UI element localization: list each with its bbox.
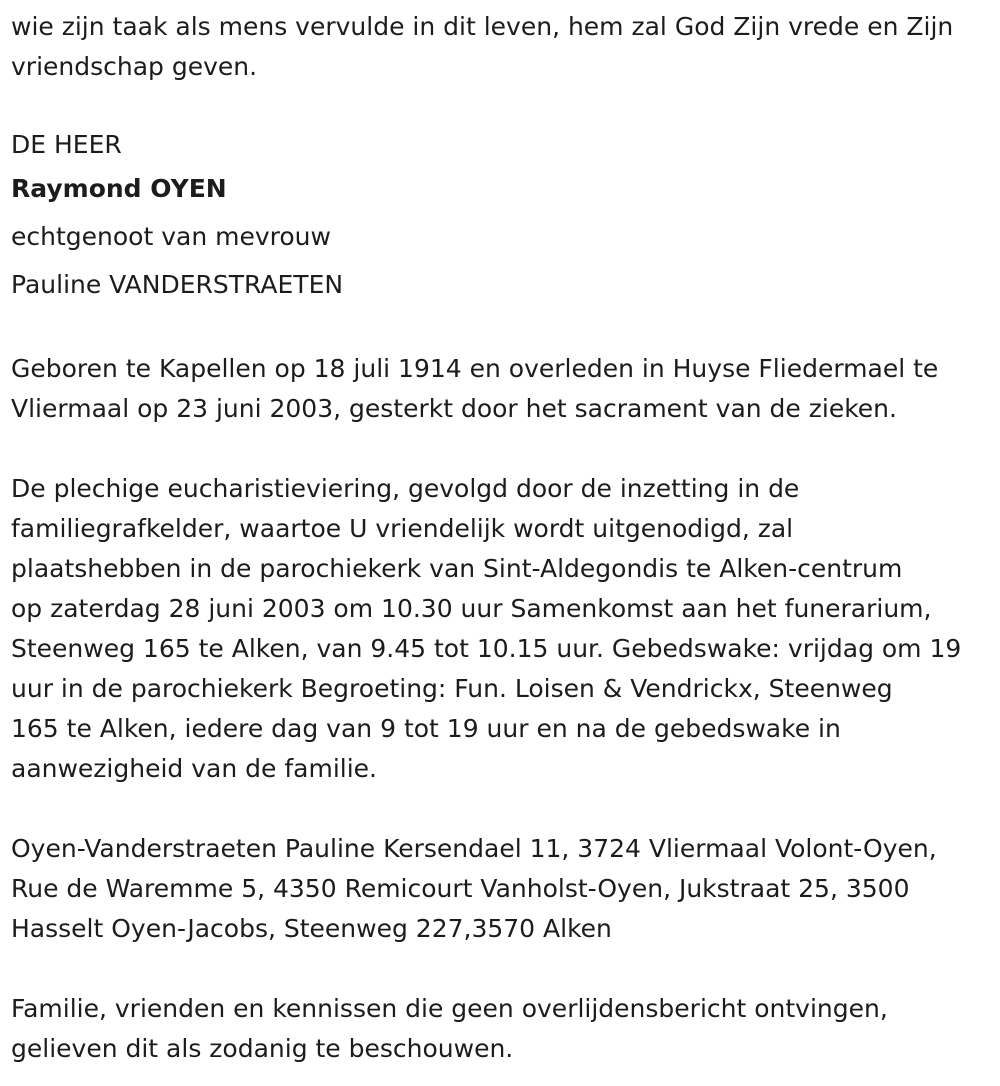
text-line: gelieven dit als zodanig te beschouwen. (11, 1034, 514, 1063)
text-line: op zaterdag 28 juni 2003 om 10.30 uur Samenkomst aan het funerarium, (11, 594, 932, 623)
text-line: 165 te Alken, iedere dag van 9 tot 19 uur en na de gebedswake in (11, 714, 841, 743)
text-line: Steenweg 165 te Alken, van 9.45 tot 10.15 uur. Gebedswake: vrijdag om 19 (11, 634, 962, 663)
intro-paragraph (11, 7, 990, 87)
person-name: Raymond OYEN (11, 174, 227, 203)
text-line: plaatshebben in de parochiekerk van Sint-Aldegondis te Alken-centrum (11, 554, 903, 583)
person-title: DE HEER (11, 130, 122, 159)
text-line: Oyen-Vanderstraeten Pauline Kersendael 11, 3724 Vliermaal Volont-Oyen, (11, 834, 937, 863)
person-relation: echtgenoot van mevrouw (11, 222, 331, 251)
text-line: Geboren te Kapellen op 18 juli 1914 en overleden in Huyse Fliedermael te (11, 354, 939, 383)
text-line: vriendschap geven. (11, 52, 258, 81)
text-line: uur in de parochiekerk Begroeting: Fun. Loisen & Vendrickx, Steenweg (11, 674, 893, 703)
ceremony-paragraph (11, 469, 990, 789)
text-line: Vliermaal op 23 juni 2003, gesterkt door het sacrament van de zieken. (11, 394, 897, 423)
text-line: Hasselt Oyen-Jacobs, Steenweg 227,3570 Alken (11, 914, 612, 943)
birth-death-paragraph (11, 349, 990, 429)
person-spouse: Pauline VANDERSTRAETEN (11, 270, 344, 299)
addresses-paragraph (11, 829, 990, 949)
text-line: wie zijn taak als mens vervulde in dit leven, hem zal God Zijn vrede en Zijn (11, 12, 954, 41)
person-block (11, 125, 990, 309)
text-line: Rue de Waremme 5, 4350 Remicourt Vanholst-Oyen, Jukstraat 25, 3500 (11, 874, 910, 903)
text-line: De plechige eucharistieviering, gevolgd door de inzetting in de (11, 474, 800, 503)
text-line: familiegrafkelder, waartoe U vriendelijk wordt uitgenodigd, zal (11, 514, 794, 543)
text-line: aanwezigheid van de familie. (11, 754, 377, 783)
text-line: Familie, vrienden en kennissen die geen overlijdensbericht ontvingen, (11, 994, 888, 1023)
closing-paragraph (11, 989, 990, 1069)
